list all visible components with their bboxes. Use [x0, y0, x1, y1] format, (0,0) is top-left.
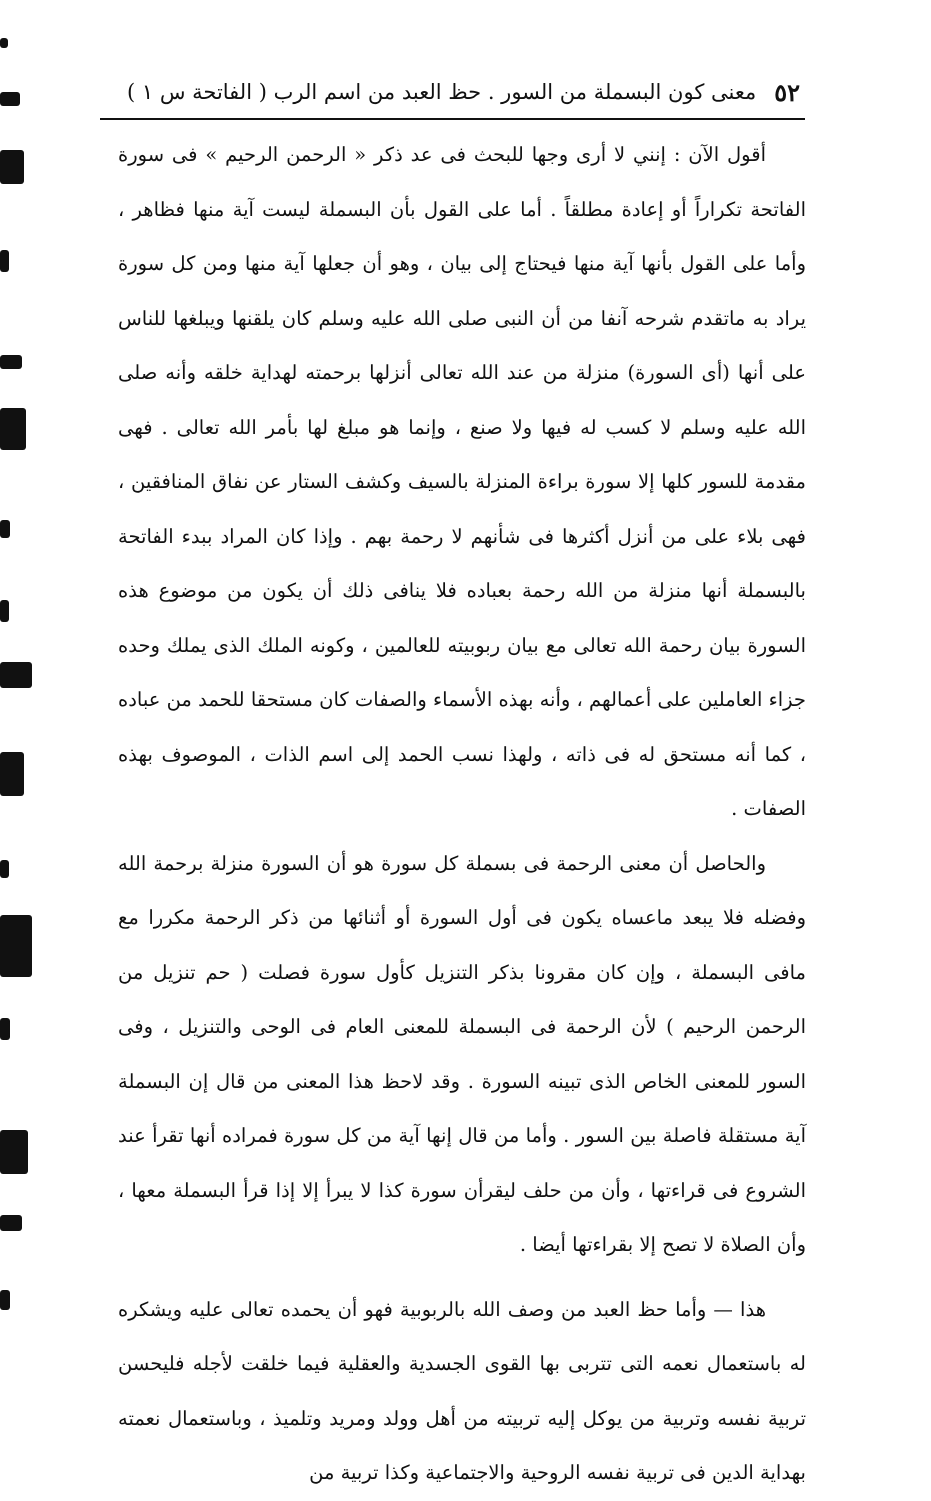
scan-edge-mark [0, 662, 32, 688]
scan-edge-mark [0, 860, 9, 878]
body-text [118, 128, 806, 1501]
scan-edge-mark [0, 1290, 10, 1310]
scan-edge-mark [0, 92, 20, 106]
scan-edge-mark [0, 1130, 28, 1174]
scan-edge-mark [0, 915, 32, 977]
paragraph: والحاصل أن معنى الرحمة فى بسملة كل سورة هو أن السورة منزلة برحمة الله وفضله فلا يبعد ماعساه يكون فى أول السورة أو أثنائها من ذكر الرحمة مكررا مع مافى البسملة ، وإن كان مقرونا بذكر التنزيل كأول سورة فصلت ( حم تنزيل من الرحمن الرحيم ) لأن الرحمة فى البسملة للمعنى العام فى الوحى والتنزيل ، وفى السور للمعنى الخاص الذى تبينه السورة . وقد لاحظ هذا المعنى من قال إن البسملة آية مستقلة فاصلة بين السور . وأما من قال إنها آية من كل سورة فمراده أنها تقرأ عند الشروع فى قراءتها ، وأن من حلف ليقرأن سورة كذا لا يبرأ إلا إذا قرأ البسملة معها ، وأن الصلاة لا تصح إلا بقراءتها أيضا . [118, 851, 806, 1256]
scan-edge-mark [0, 600, 9, 622]
page-number: ٥٢ [774, 77, 800, 107]
scan-edge-mark [0, 250, 9, 272]
paragraph: أقول الآن : إنني لا أرى وجها للبحث فى عد ذكر « الرحمن الرحيم » فى سورة الفاتحة تكراراً أو إعادة مطلقاً . أما على القول بأن البسملة ليست آية منها فظاهر ، وأما على القول بأنها آية منها فيحتاج إلى بيان ، وهو أن جعلها آية منها ومن كل سورة يراد به ماتقدم شرحه آنفا من أن النبى صلى الله عليه وسلم كان يلقنها ويبلغها للناس على أنها (أى السورة) منزلة من عند الله تعالى أنزلها برحمته لهداية خلقه وأنه صلى الله عليه وسلم لا كسب له فيها ولا صنع ، وإنما هو مبلغ لها بأمر الله تعالى . فهى مقدمة للسور كلها إلا سورة براءة المنزلة بالسيف وكشف الستار عن نفاق المنافقين ، فهى بلاء على من أنزل أكثرها فى شأنهم لا رحمة بهم . وإذا كان المراد ببدء الفاتحة بالبسملة أنها منزلة من الله رحمة بعباده فلا ينافى ذلك أن يكون من موضوع هذه السورة بيان رحمة الله تعالى مع بيان ربوبيته للعالمين ، وكونه الملك الذى يملك وحده جزاء العاملين على أعمالهم ، وأنه بهذه الأسماء والصفات كان مستحقا للحمد من عباده ، كما أنه مستحق له فى ذاته ، ولهذا نسب الحمد إلى اسم الذات ، الموصوف بهذه الصفات . [118, 143, 806, 820]
scan-edge-mark [0, 752, 24, 796]
scan-edge-mark [0, 355, 22, 369]
scan-edge-mark [0, 1215, 22, 1231]
running-header [100, 72, 800, 112]
scan-edge-mark [0, 520, 10, 538]
header-rule [100, 118, 805, 120]
scan-edge-mark [0, 408, 26, 450]
running-title: معنى كون البسملة من السور . حظ العبد من اسم الرب ( الفاتحة س ١ ) [126, 80, 757, 104]
scan-edge-mark [0, 1018, 10, 1040]
paragraph: هذا — وأما حظ العبد من وصف الله بالربوبية فهو أن يحمده تعالى عليه ويشكره له باستعمال نعمه التى تتربى بها القوى الجسدية والعقلية فيما خلقت لأجله فليحسن تربية نفسه وتربية من يوكل إليه تربيته من أهل وولد ومريد وتلميذ ، وباستعمال نعمته بهداية الدين فى تربية نفسه الروحية والاجتماعية وكذا تربية من [118, 1297, 806, 1484]
scan-edge-mark [0, 150, 24, 184]
scan-edge-mark [0, 38, 8, 48]
